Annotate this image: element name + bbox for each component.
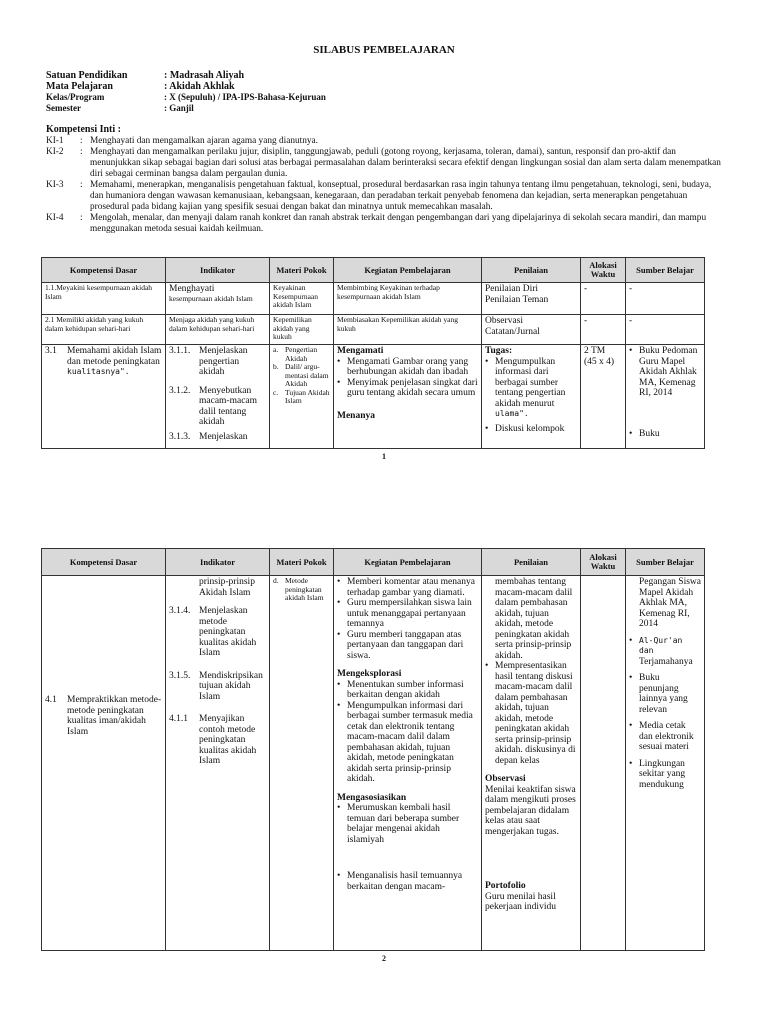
indikator-number: 4.1.1 — [169, 714, 188, 724]
meta-label: Kelas/Program — [46, 92, 105, 102]
indikator-cell — [166, 576, 270, 951]
penilaian-cell — [482, 315, 581, 345]
table-row — [42, 345, 705, 449]
ki-text: Memahami, menerapkan, menganalisis pengetahuan faktual, konseptual, prosedural berdasarkan rasa ingin tahunya tentang ilmu pengetahuan, teknologi, seni, budaya, dan humaniora dengan wawasan kemanusiaan, kebangsaan, kenegaraan, dan peradaban terkait penyebab fenomena dan kejadian, serta menerapkan pengetahuan prosedural pada bidang kajian yang spesifik sesuai dengan bakat dan minatnya untuk memecahkan masalah. — [90, 180, 712, 212]
kegiatan-heading: Mengeksplorasi — [337, 669, 402, 679]
indikator-cell — [166, 345, 270, 449]
kegiatan-cell: • Memberi komentar atau menanya terhadap gambar yang diamati. • Guru mempersilahkan siswa lain untuk menanggapai pertanyaan temannya • Guru memberi tanggapan atas pertanyaan dan tanggapan dari siswa. Mengeksplorasi • Menentukan sumber informasi berkaitan dengan akidah • Mengumpulkan informasi dari berbagai sumber termasuk media cetak dan elektronik tentang macam-macam dalil dalam pembahasan akidah, tujuan akidah, metode peningkatan akidah serta prinsip-prinsip akidah. Mengasosiasikan • Merumuskan kembali hasil temuan dari beberapa sumber belajar mengenai akidah islamiyah • Menganalisis hasil temuannya berkaitan dengan macam- — [334, 576, 482, 951]
syllabus-meta — [46, 70, 326, 114]
kd-cell: 1.1.Meyakini kesempurnaan akidah Islam — [42, 283, 166, 315]
indikator-text: kesempurnaan akidah Islam — [169, 293, 253, 303]
ki-item: KI-2 : Menghayati dan mengamalkan perilaku jujur, disiplin, tanggungjawab, peduli (gotong royong, kerjasama, toleran, damai), santun, responsif dan pro-aktif dan menunjukkan sikap sebagai bagian dari solusi atas berbagai permasalahan dalam berinteraksi secara efektif dengan lingkungan sosial dan alam serta dalam menempatkan diri sebagai cerminan bangsa dalam pergaulan dunia. — [46, 147, 726, 180]
indikator-text: Menyajikan contoh metode peningkatan kualitas akidah Islam — [199, 714, 257, 766]
meta-row — [46, 70, 326, 81]
kd-text: Memahami akidah Islam dan metode peningkatan — [67, 346, 162, 367]
page-number: 1 — [382, 452, 386, 461]
meta-row — [46, 103, 326, 114]
ki-text: Menghayati dan mengamalkan perilaku jujur, disiplin, tanggungjawab, peduli (gotong royong, kerjasama, toleran, damai), santun, responsif dan pro-aktif dan menunjukkan sikap sebagai bagian dari solusi atas berbagai permasalahan dalam berinteraksi secara efektif dengan lingkungan sosial dan alam serta dalam menempatkan diri sebagai cerminan bangsa dalam pergaulan dunia. — [90, 147, 721, 179]
kd-cell — [42, 345, 166, 449]
indikator-text: Menjelaskan — [199, 431, 248, 442]
kd-number: 4.1 — [45, 695, 57, 705]
kd-text-script: kualitasnya". — [67, 367, 130, 376]
indikator-text: Menyebutkan macam-macam dalil tentang akidah — [199, 385, 258, 427]
col-header: Materi Pokok — [270, 549, 334, 576]
sumber-item: Buku — [639, 428, 660, 439]
materi-cell: Keyakinan Kesempurnaan akidah Islam — [270, 283, 334, 315]
sumber-item: Terjamahanya — [639, 656, 693, 667]
indikator-text: Menghayati — [169, 284, 215, 294]
indikator-number: 3.1.2. — [169, 385, 191, 396]
col-header: Sumber Belajar — [626, 549, 705, 576]
ki-text: Mengolah, menalar, dan menyaji dalam ranah konkret dan ranah abstrak terkait dengan pengembangan dari yang dipelajarinya di sekolah secara mandiri, dan mampu menggunakan metoda sesuai kaidah keilmuan. — [90, 213, 707, 234]
materi-text: Tujuan Akidah Islam — [285, 387, 330, 405]
penilaian-cell — [482, 283, 581, 315]
sumber-item-script: Al-Qur'an dan — [639, 635, 683, 655]
col-header: Alokasi Waktu — [581, 258, 626, 283]
indikator-text: Menjelaskan pengertian akidah — [199, 346, 248, 377]
indikator-text: Mendiskripsikan tujuan akidah Islam — [199, 670, 263, 702]
indikator-number: 3.1.3. — [169, 431, 191, 442]
col-header: Penilaian — [482, 258, 581, 283]
alokasi-cell — [581, 576, 626, 951]
kegiatan-item: Menganalisis hasil temuannya berkaitan dengan macam- — [347, 871, 463, 892]
indikator-text: Menjelaskan metode peningkatan kualitas akidah Islam — [199, 606, 257, 658]
penilaian-cell: Tugas: • Mengumpulkan informasi dari berbagai sumber tentang pengertian akidah menurut ulama". • Diskusi kelompok — [482, 345, 581, 449]
indikator-text: prinsip-prinsip Akidah Islam — [199, 577, 255, 598]
page-number: 2 — [382, 954, 386, 963]
meta-value: : Ganjil — [164, 103, 194, 113]
meta-value: : X (Sepuluh) / IPA-IPS-Bahasa-Kejuruan — [164, 92, 326, 102]
col-header: Alokasi Waktu — [581, 549, 626, 576]
col-header: Kegiatan Pembelajaran — [334, 258, 482, 283]
indikator-cell — [166, 283, 270, 315]
ki-item: KI-3 : Memahami, menerapkan, menganalisis pengetahuan faktual, konseptual, prosedural berdasarkan rasa ingin tahunya tentang ilmu pengetahuan, teknologi, seni, budaya, dan humaniora dengan wawasan kemanusiaan, kebangsaan, kenegaraan, dan peradaban terkait penyebab fenomena dan kejadian, serta menerapkan pengetahuan prosedural pada bidang kajian yang spesifik sesuai dengan bakat dan minatnya untuk memecahkan masalah. — [46, 180, 726, 213]
meta-label: Satuan Pendidikan — [46, 70, 128, 81]
materi-cell: Kepemilikan akidah yang kukuh — [270, 315, 334, 345]
meta-value: : Akidah Akhlak — [164, 81, 235, 92]
meta-label: Semester — [46, 103, 81, 113]
materi-text: Metode peningkatan akidah Islam — [285, 576, 324, 602]
alokasi-cell: - — [581, 315, 626, 345]
sumber-item: Media cetak dan elektronik sesuai materi — [639, 721, 694, 752]
penilaian-text: Penilaian Teman — [485, 294, 549, 305]
sumber-item: Lingkungan sekitar yang mendukung — [639, 758, 686, 790]
ki-code: KI-2 — [46, 147, 64, 157]
penilaian-item-script: ulama". — [495, 409, 529, 418]
col-header: Materi Pokok — [270, 258, 334, 283]
sumber-cell: - — [626, 283, 705, 315]
col-header: Kegiatan Pembelajaran — [334, 549, 482, 576]
syllabus-table-page-2 — [41, 548, 705, 951]
materi-text: Pengertian Akidah — [285, 345, 318, 363]
penilaian-text: membahas tentang macam-macam dalil dalam pembahasan akidah, tujuan akidah, metode peningkatan akidah serta prinsip-prinsip akidah. — [495, 577, 573, 661]
alokasi-cell: - — [581, 283, 626, 315]
kegiatan-item: Menyimak penjelasan singkat dari guru tentang akidah secara umum — [347, 377, 478, 398]
indikator-number: 3.1.1. — [169, 346, 191, 356]
alokasi-text: (45 x 4) — [584, 356, 615, 367]
kd-number: 3.1 — [45, 346, 57, 356]
indikator-number: 3.1.5. — [169, 670, 191, 681]
materi-text: Dalil/ argu-mentasi dalam Akidah — [285, 362, 329, 388]
sumber-text: Pegangan Siswa Mapel Akidah Akhlak MA, Kemenag RI, 2014 — [639, 577, 702, 629]
table-row — [42, 283, 705, 315]
col-header: Sumber Belajar — [626, 258, 705, 283]
col-header: Kompetensi Dasar — [42, 258, 166, 283]
kegiatan-item: Merumuskan kembali hasil temuan dari beberapa sumber belajar mengenai akidah islamiyah — [347, 803, 460, 845]
ki-code: KI-4 — [46, 213, 64, 223]
kegiatan-heading: Menanya — [337, 410, 375, 421]
materi-letter: a. — [273, 345, 279, 354]
ki-heading: Kompetensi Inti : — [46, 124, 121, 135]
penilaian-heading: Portofolio — [485, 881, 526, 891]
indikator-number: 3.1.4. — [169, 606, 191, 616]
ki-code: KI-3 — [46, 180, 64, 190]
materi-letter: b. — [273, 362, 279, 371]
meta-value: : Madrasah Aliyah — [164, 70, 245, 81]
sumber-cell: Pegangan Siswa Mapel Akidah Akhlak MA, Kemenag RI, 2014 • Al-Qur'an dan Terjamahanya • Buku penunjang lainnya yang relevan • Media cetak dan elektronik sesuai materi • Lingkungan sekitar yang mendukung — [626, 576, 705, 951]
syllabus-table-page-1 — [41, 257, 705, 449]
col-header: Penilaian — [482, 549, 581, 576]
kegiatan-item: Menentukan sumber informasi berkaitan dengan akidah — [347, 679, 464, 700]
meta-label: Mata Pelajaran — [46, 81, 113, 92]
penilaian-item: Mempresentasikan hasil tentang diskusi macam-macam dalil dalam pembahasan akidah, tujuan akidah, metode peningkatan akidah serta prinsip-prinsip akidah. diskusinya di depan kelas — [495, 661, 576, 766]
indikator-cell: Menjaga akidah yang kukuh dalam kehidupan sehari-hari — [166, 315, 270, 345]
kegiatan-heading: Mengasosiasikan — [337, 792, 407, 803]
col-header: Indikator — [166, 549, 270, 576]
penilaian-text: Guru menilai hasil pekerjaan individu — [485, 891, 556, 912]
penilaian-text: Observasi — [485, 316, 523, 326]
kegiatan-item: Guru mempersilahkan siswa lain untuk menanggapai pertanyaan temannya — [347, 598, 472, 629]
sumber-item: Buku Pedoman Guru Mapel Akidah Akhlak MA, Kemenag RI, 2014 — [639, 346, 698, 398]
penilaian-heading: Tugas: — [485, 346, 513, 356]
kd-text: Mempraktikkan metode-metode peningkatan kualitas iman/akidah Islam — [67, 695, 162, 737]
kegiatan-cell: Membiasakan Kepemilikan akidah yang kukuh — [334, 315, 482, 345]
ki-item: KI-1 : Menghayati dan mengamalkan ajaran agama yang dianutnya. — [46, 136, 726, 147]
alokasi-cell — [581, 345, 626, 449]
table-row — [42, 315, 705, 345]
kegiatan-item: Mengumpulkan informasi dari berbagai sumber termasuk media cetak dan elektronik tentang macam-macam dalil dalam pembahasan akidah, tujuan akidah, metode peningkatan akidah serta prinsip-prinsip akidah. — [347, 700, 473, 784]
materi-letter: c. — [273, 387, 279, 397]
table-row — [42, 576, 705, 951]
materi-cell — [270, 345, 334, 449]
penilaian-text: Penilaian Diri — [485, 284, 539, 294]
penilaian-item: Diskusi kelompok — [495, 423, 565, 434]
kegiatan-item: Mengamati Gambar orang yang berhubungan akidah dan ibadah — [347, 356, 469, 377]
sumber-cell: • Buku Pedoman Guru Mapel Akidah Akhlak MA, Kemenag RI, 2014 • Buku — [626, 345, 705, 449]
alokasi-text: 2 TM — [584, 346, 606, 356]
materi-letter: d. — [273, 576, 279, 585]
materi-cell — [270, 576, 334, 951]
kegiatan-cell: Membimbing Keyakinan terhadap kesempurnaan akidah Islam — [334, 283, 482, 315]
penilaian-text: Catatan/Jurnal — [485, 326, 540, 337]
kd-cell — [42, 576, 166, 951]
penilaian-text: Menilai keaktifan siswa dalam mengikuti proses pembelajaran didalam kelas atau saat mengerjakan tugas. — [485, 784, 576, 837]
penilaian-cell: membahas tentang macam-macam dalil dalam pembahasan akidah, tujuan akidah, metode peningkatan akidah serta prinsip-prinsip akidah. • Mempresentasikan hasil tentang diskusi macam-macam dalil dalam pembahasan akidah, tujuan akidah, metode peningkatan akidah serta prinsip-prinsip akidah. diskusinya di depan kelas Observasi Menilai keaktifan siswa dalam mengikuti proses pembelajaran didalam kelas atau saat mengerjakan tugas. Portofolio Guru menilai hasil pekerjaan individu — [482, 576, 581, 951]
page-title: SILABUS PEMBELAJARAN — [313, 44, 455, 56]
col-header: Indikator — [166, 258, 270, 283]
kd-cell: 2.1 Memiliki akidah yang kukuh dalam kehidupan sehari-hari — [42, 315, 166, 345]
sumber-cell: - — [626, 315, 705, 345]
kegiatan-heading: Mengamati — [337, 346, 384, 356]
ki-text: Menghayati dan mengamalkan ajaran agama yang dianutnya. — [90, 136, 318, 146]
sumber-item: Buku penunjang lainnya yang relevan — [639, 673, 688, 715]
col-header: Kompetensi Dasar — [42, 549, 166, 576]
penilaian-item: Mengumpulkan informasi dari berbagai sumber tentang pengertian akidah menurut — [495, 356, 566, 409]
penilaian-heading: Observasi — [485, 774, 526, 784]
ki-code: KI-1 — [46, 136, 64, 146]
kegiatan-item: Guru memberi tanggapan atas pertanyaan dan tanggapan dari siswa. — [347, 629, 464, 661]
kegiatan-item: Memberi komentar atau menanya terhadap gambar yang diamati. — [347, 577, 475, 598]
ki-list — [46, 136, 726, 235]
meta-row — [46, 92, 326, 103]
ki-item: KI-4 : Mengolah, menalar, dan menyaji dalam ranah konkret dan ranah abstrak terkait dengan pengembangan dari yang dipelajarinya di sekolah secara mandiri, dan mampu menggunakan metoda sesuai kaidah keilmuan. — [46, 213, 726, 235]
kegiatan-cell: Mengamati • Mengamati Gambar orang yang berhubungan akidah dan ibadah • Menyimak penjelasan singkat dari guru tentang akidah secara umum Menanya — [334, 345, 482, 449]
meta-row — [46, 81, 326, 92]
